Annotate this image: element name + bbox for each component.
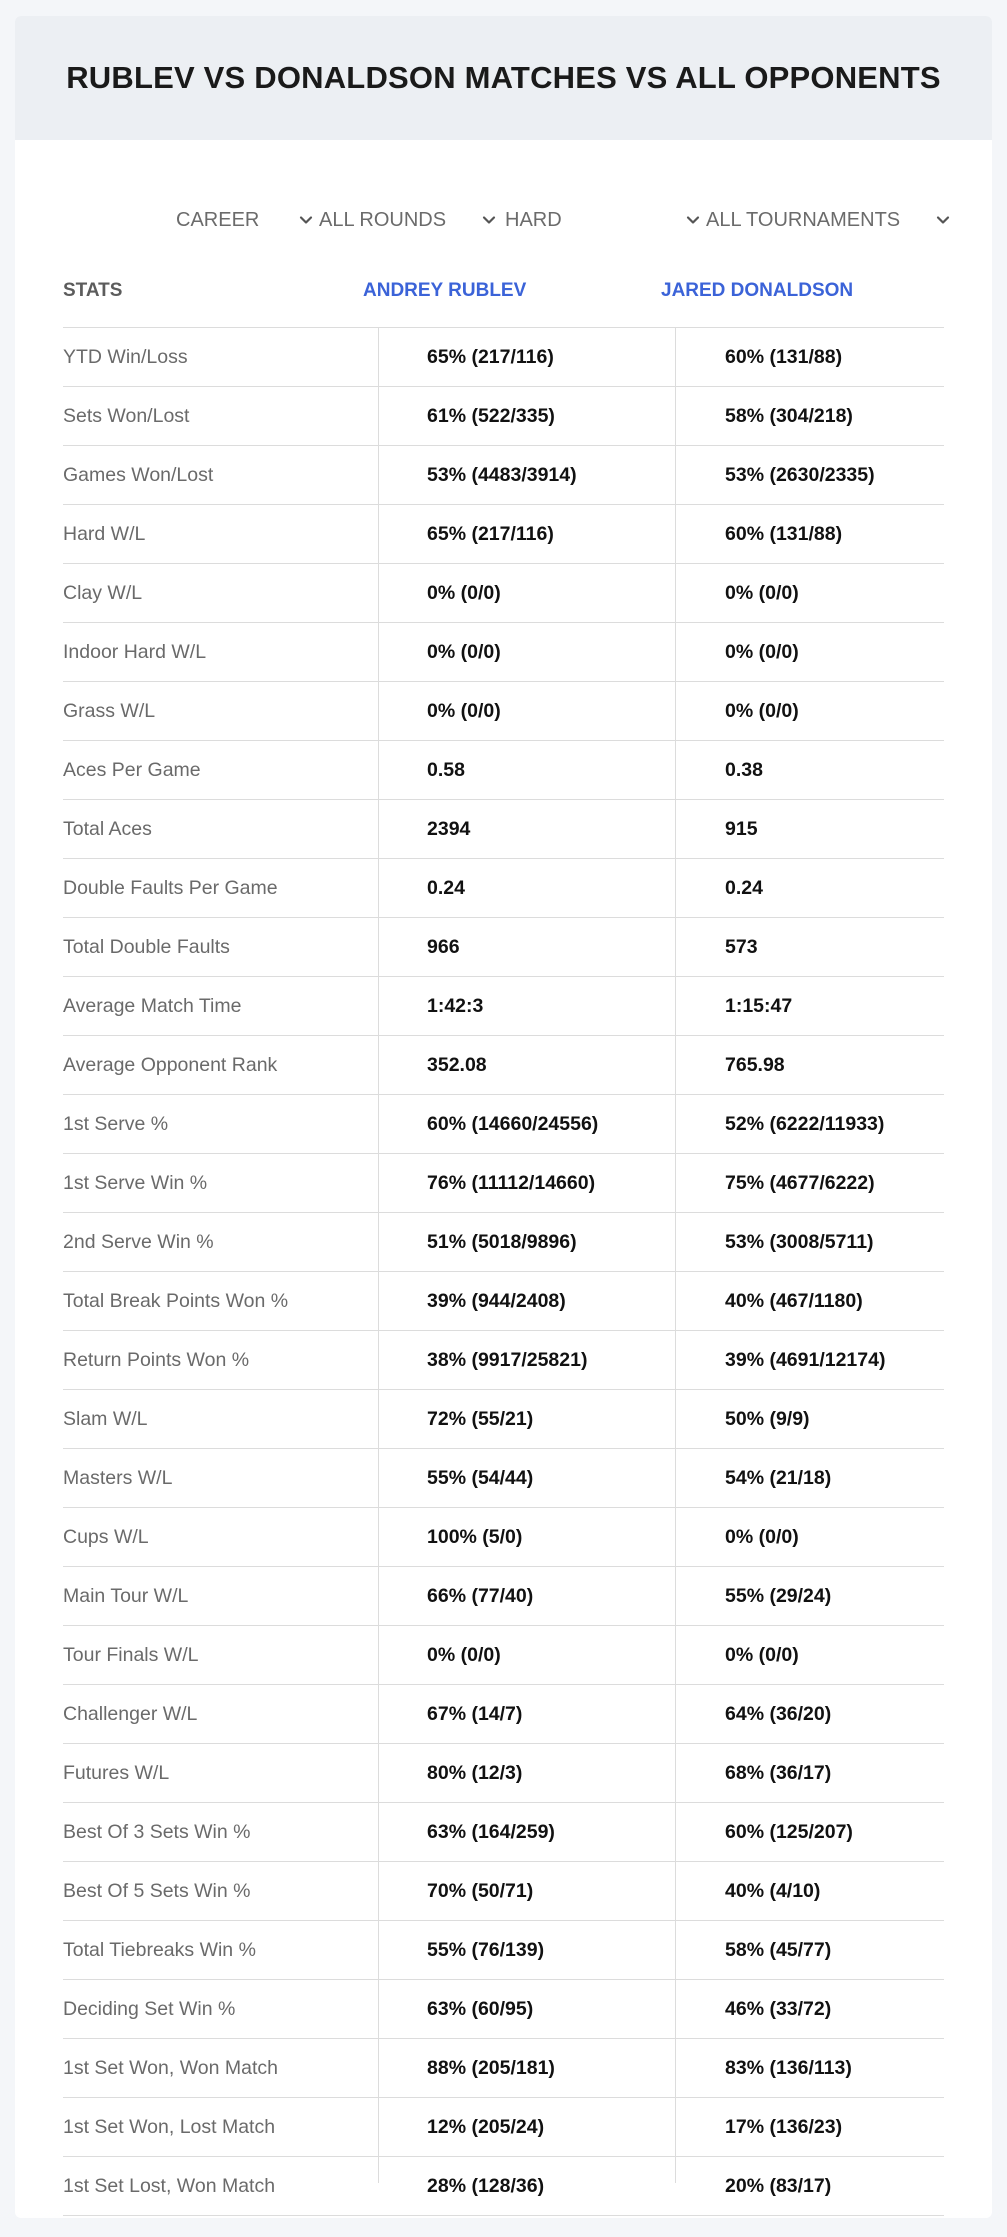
chevron-down-icon: [481, 212, 497, 228]
table-row: [63, 1921, 944, 1980]
table-row: [63, 1213, 944, 1272]
player2-value: 83% (136/113): [725, 2056, 852, 2079]
stat-label: 2nd Serve Win %: [63, 1230, 214, 1253]
surface-select-value: HARD: [505, 208, 562, 231]
player1-value: 61% (522/335): [427, 404, 555, 427]
stat-label: Double Faults Per Game: [63, 876, 278, 899]
stat-label: Best Of 5 Sets Win %: [63, 1879, 251, 1902]
player1-value: 0% (0/0): [427, 1643, 501, 1666]
player2-value: 53% (2630/2335): [725, 463, 875, 486]
table-row: [63, 1567, 944, 1626]
player1-value: 12% (205/24): [427, 2115, 545, 2138]
player2-value: 58% (304/218): [725, 404, 853, 427]
player1-value: 38% (9917/25821): [427, 1348, 588, 1371]
stat-label: Futures W/L: [63, 1761, 170, 1784]
table-row: [63, 1095, 944, 1154]
player1-value: 0% (0/0): [427, 699, 501, 722]
table-row: [63, 1390, 944, 1449]
player1-value: 60% (14660/24556): [427, 1112, 599, 1135]
rounds-select-value: ALL ROUNDS: [319, 208, 447, 231]
player2-value: 75% (4677/6222): [725, 1171, 875, 1194]
stat-label: Games Won/Lost: [63, 463, 214, 486]
player2-value: 68% (36/17): [725, 1761, 832, 1784]
table-row: [63, 564, 944, 623]
table-row: [63, 1803, 944, 1862]
chevron-down-icon: [685, 212, 701, 228]
player2-value: 54% (21/18): [725, 1466, 832, 1489]
stat-label: Hard W/L: [63, 522, 146, 545]
table-row: [63, 859, 944, 918]
player1-value: 0.24: [427, 876, 465, 899]
player1-value: 53% (4483/3914): [427, 463, 577, 486]
stat-label: Masters W/L: [63, 1466, 173, 1489]
player1-value: 1:42:3: [427, 994, 484, 1017]
stats-column-header: STATS: [63, 280, 123, 301]
table-row: [63, 1154, 944, 1213]
player1-value: 70% (50/71): [427, 1879, 534, 1902]
stat-label: 1st Serve %: [63, 1112, 169, 1135]
column-divider: [675, 327, 676, 2183]
player1-value: 100% (5/0): [427, 1525, 523, 1548]
stat-label: Grass W/L: [63, 699, 156, 722]
table-row: [63, 1980, 944, 2039]
table-row: [63, 741, 944, 800]
player2-value: 915: [725, 817, 758, 840]
table-row: [63, 1626, 944, 1685]
stat-label: 1st Set Won, Won Match: [63, 2056, 278, 2079]
player2-value: 53% (3008/5711): [725, 1230, 874, 1253]
player2-value: 17% (136/23): [725, 2115, 843, 2138]
tournaments-select-value: ALL TOURNAMENTS: [706, 208, 901, 231]
stat-label: 1st Set Lost, Won Match: [63, 2174, 276, 2197]
player2-value: 765.98: [725, 1053, 785, 1076]
player1-value: 0% (0/0): [427, 581, 501, 604]
player1-value: 0% (0/0): [427, 640, 501, 663]
table-row: [63, 2039, 944, 2098]
player1-value: 39% (944/2408): [427, 1289, 566, 1312]
player1-value: 51% (5018/9896): [427, 1230, 577, 1253]
page-title: RUBLEV VS DONALDSON MATCHES VS ALL OPPONENTS: [66, 60, 941, 95]
stat-label: Return Points Won %: [63, 1348, 250, 1371]
table-row: [63, 623, 944, 682]
rounds-select[interactable]: [319, 189, 499, 251]
table-row: [63, 1331, 944, 1390]
table-row: [63, 2157, 944, 2216]
player2-value: 573: [725, 935, 758, 958]
chevron-down-icon: [935, 212, 951, 228]
table-row: [63, 800, 944, 859]
player1-value: 76% (11112/14660): [427, 1171, 596, 1194]
player1-value: 65% (217/116): [427, 345, 554, 368]
surface-select[interactable]: [505, 189, 705, 251]
table-row: [63, 1685, 944, 1744]
player2-value: 40% (467/1180): [725, 1289, 863, 1312]
column-divider: [378, 327, 379, 2183]
stat-label: Tour Finals W/L: [63, 1643, 199, 1666]
table-row: [63, 1036, 944, 1095]
player2-value: 60% (125/207): [725, 1820, 853, 1843]
player1-value: 55% (54/44): [427, 1466, 534, 1489]
stat-label: Total Double Faults: [63, 935, 230, 958]
stat-label: Challenger W/L: [63, 1702, 198, 1725]
player2-value: 46% (33/72): [725, 1997, 832, 2020]
player1-value: 88% (205/181): [427, 2056, 555, 2079]
table-row: [63, 1744, 944, 1803]
player1-value: 0.58: [427, 758, 465, 781]
stat-label: Indoor Hard W/L: [63, 640, 207, 663]
player2-value: 1:15:47: [725, 994, 793, 1017]
stat-label: Clay W/L: [63, 581, 143, 604]
player2-value: 0.24: [725, 876, 763, 899]
chevron-down-icon: [298, 212, 314, 228]
player1-value: 2394: [427, 817, 471, 840]
player1-value: 55% (76/139): [427, 1938, 545, 1961]
player2-value: 39% (4691/12174): [725, 1348, 886, 1371]
table-row: [63, 682, 944, 741]
table-row: [63, 1449, 944, 1508]
stat-label: Best Of 3 Sets Win %: [63, 1820, 251, 1843]
player1-value: 966: [427, 935, 460, 958]
player2-value: 60% (131/88): [725, 522, 843, 545]
period-select[interactable]: [176, 189, 316, 251]
stat-label: Total Break Points Won %: [63, 1289, 289, 1312]
table-header: [63, 256, 944, 328]
player2-value: 20% (83/17): [725, 2174, 832, 2197]
player2-value: 0% (0/0): [725, 1525, 799, 1548]
player1-value: 65% (217/116): [427, 522, 554, 545]
table-row: [63, 1508, 944, 1567]
stat-label: Main Tour W/L: [63, 1584, 189, 1607]
player2-value: 60% (131/88): [725, 345, 843, 368]
player2-value: 0% (0/0): [725, 581, 799, 604]
table-row: [63, 387, 944, 446]
player2-value: 64% (36/20): [725, 1702, 832, 1725]
table-row: [63, 328, 944, 387]
player2-value: 52% (6222/11933): [725, 1112, 885, 1135]
table-body: [63, 328, 944, 2216]
stat-label: Aces Per Game: [63, 758, 201, 781]
player2-column-header[interactable]: JARED DONALDSON: [661, 280, 854, 301]
player2-value: 0% (0/0): [725, 699, 799, 722]
table-row: [63, 2098, 944, 2157]
table-row: [63, 446, 944, 505]
stat-label: Average Match Time: [63, 994, 242, 1017]
stat-label: Sets Won/Lost: [63, 404, 190, 427]
table-row: [63, 918, 944, 977]
player2-value: 0% (0/0): [725, 640, 799, 663]
table-row: [63, 1862, 944, 1921]
table-row: [63, 505, 944, 564]
player1-value: 352.08: [427, 1053, 487, 1076]
stats-card: [15, 16, 992, 2218]
player1-column-header[interactable]: ANDREY RUBLEV: [363, 280, 527, 301]
table-row: [63, 1272, 944, 1331]
player1-value: 63% (164/259): [427, 1820, 555, 1843]
player2-value: 40% (4/10): [725, 1879, 821, 1902]
stat-label: Average Opponent Rank: [63, 1053, 278, 1076]
stat-label: YTD Win/Loss: [63, 345, 188, 368]
stat-label: Total Tiebreaks Win %: [63, 1938, 256, 1961]
filter-bar: [15, 189, 992, 251]
player2-value: 0% (0/0): [725, 1643, 799, 1666]
stats-table: [63, 256, 944, 2216]
stat-label: Total Aces: [63, 817, 152, 840]
stat-label: 1st Serve Win %: [63, 1171, 208, 1194]
card-header: [15, 16, 992, 140]
player2-value: 55% (29/24): [725, 1584, 832, 1607]
player2-value: 50% (9/9): [725, 1407, 810, 1430]
player1-value: 63% (60/95): [427, 1997, 534, 2020]
player1-value: 72% (55/21): [427, 1407, 534, 1430]
stat-label: 1st Set Won, Lost Match: [63, 2115, 276, 2138]
stat-label: Cups W/L: [63, 1525, 149, 1548]
player1-value: 28% (128/36): [427, 2174, 545, 2197]
stat-label: Slam W/L: [63, 1407, 148, 1430]
player1-value: 66% (77/40): [427, 1584, 534, 1607]
player1-value: 67% (14/7): [427, 1702, 523, 1725]
tournaments-select[interactable]: [706, 189, 956, 251]
player2-value: 58% (45/77): [725, 1938, 832, 1961]
player2-value: 0.38: [725, 758, 763, 781]
stat-label: Deciding Set Win %: [63, 1997, 236, 2020]
player1-value: 80% (12/3): [427, 1761, 523, 1784]
table-row: [63, 977, 944, 1036]
period-select-value: CAREER: [176, 208, 260, 231]
